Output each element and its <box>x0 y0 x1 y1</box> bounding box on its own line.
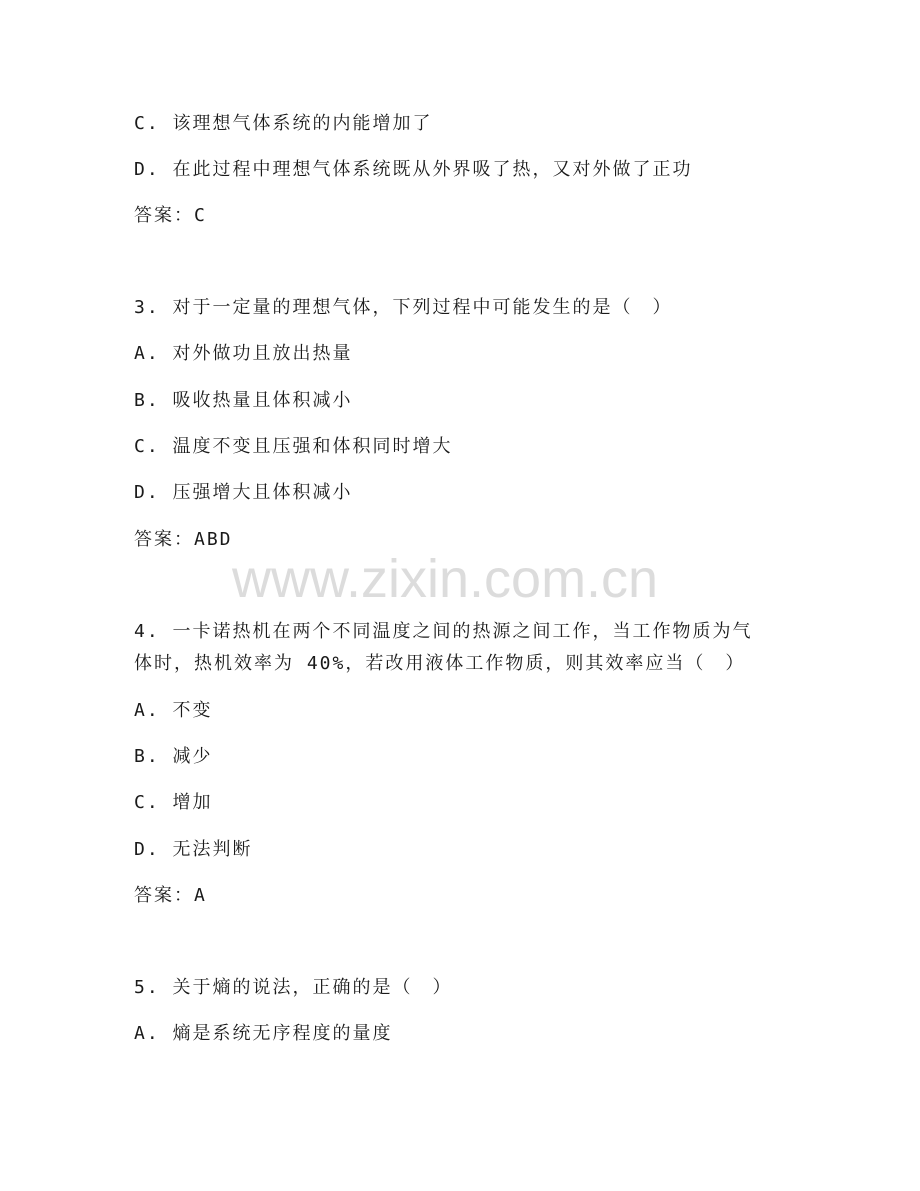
watermark: www.zixin.com.cn <box>232 549 659 609</box>
q4-answer: 答案：A <box>134 885 207 906</box>
q4-question-line1: 4. 一卡诺热机在两个不同温度之间的热源之间工作，当工作物质为气 <box>134 621 753 642</box>
q4-question-line2: 体时，热机效率为 40%，若改用液体工作物质，则其效率应当（ ） <box>134 653 746 674</box>
q2-answer: 答案：C <box>134 205 207 226</box>
q2-option-c: C. 该理想气体系统的内能增加了 <box>134 113 433 134</box>
q5-option-a: A. 熵是系统无序程度的量度 <box>134 1023 393 1044</box>
q4-option-c: C. 增加 <box>134 792 213 813</box>
q4-option-a: A. 不变 <box>134 700 213 721</box>
q5-question: 5. 关于熵的说法，正确的是（ ） <box>134 977 453 998</box>
q4-option-d: D. 无法判断 <box>134 839 253 860</box>
q3-option-c: C. 温度不变且压强和体积同时增大 <box>134 436 453 457</box>
q2-option-d: D. 在此过程中理想气体系统既从外界吸了热，又对外做了正功 <box>134 159 693 180</box>
q3-answer: 答案：ABD <box>134 529 233 550</box>
q4-option-b: B. 减少 <box>134 746 213 767</box>
q3-option-d: D. 压强增大且体积减小 <box>134 482 353 503</box>
q3-question: 3. 对于一定量的理想气体，下列过程中可能发生的是（ ） <box>134 297 673 318</box>
q3-option-a: A. 对外做功且放出热量 <box>134 343 353 364</box>
q3-option-b: B. 吸收热量且体积减小 <box>134 390 353 411</box>
